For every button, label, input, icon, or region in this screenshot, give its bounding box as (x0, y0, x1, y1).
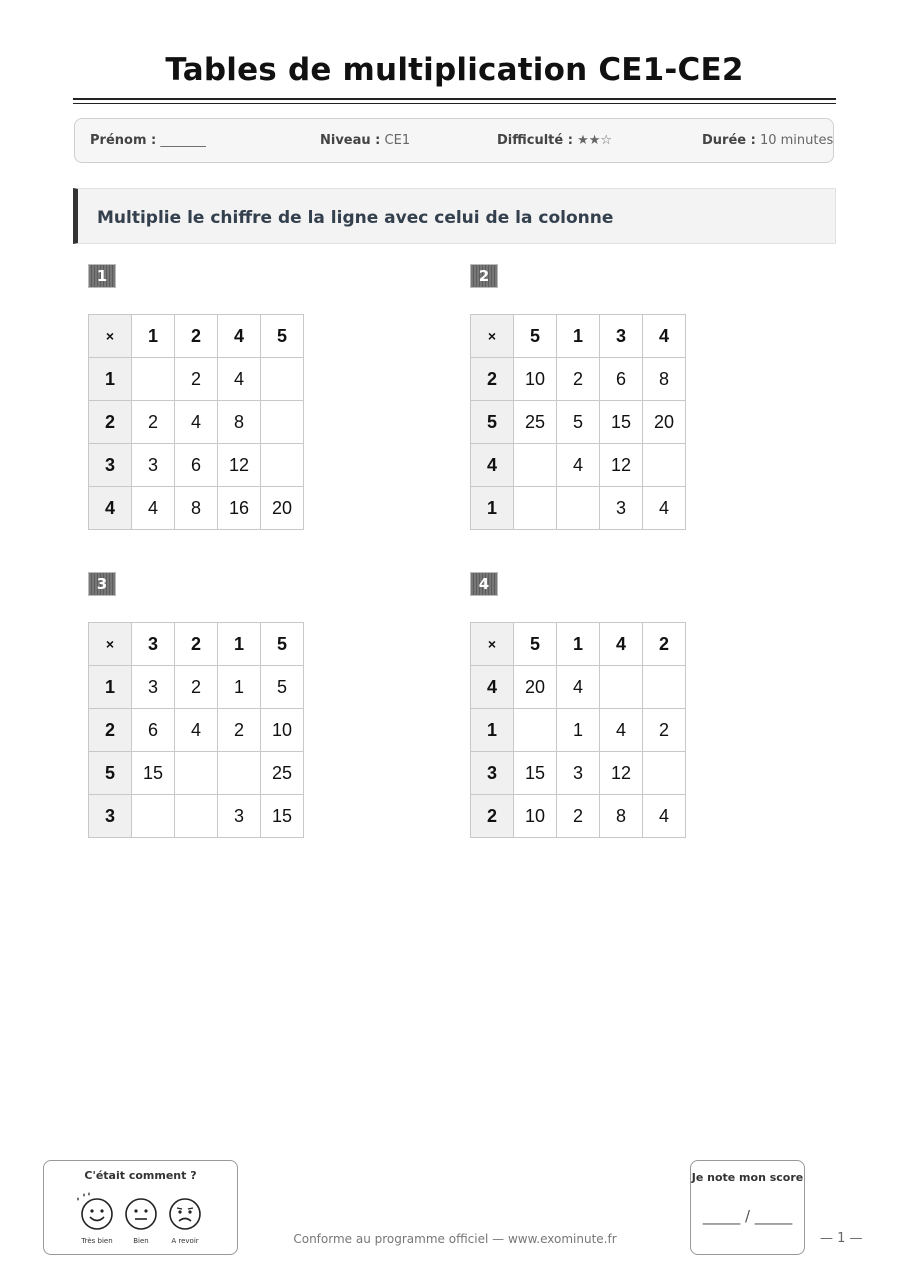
row-header-cell: 4 (471, 444, 514, 487)
answer-cell: 4 (643, 487, 686, 530)
answer-cell: 4 (175, 401, 218, 444)
feedback-title: C'était comment ? (84, 1169, 197, 1182)
exercise-number-badge: 3 (88, 572, 116, 596)
answer-cell: 4 (600, 709, 643, 752)
answer-cell: 4 (132, 487, 175, 530)
niveau-field (320, 133, 410, 148)
column-header-cell: 1 (557, 623, 600, 666)
table-row (89, 358, 304, 401)
table-row (471, 666, 686, 709)
column-header-cell: 4 (218, 315, 261, 358)
row-header-cell: 2 (471, 795, 514, 838)
row-header-cell: 2 (471, 358, 514, 401)
prenom-field[interactable] (90, 133, 206, 148)
table-row (89, 752, 304, 795)
table-row (471, 795, 686, 838)
table-row (89, 795, 304, 838)
multiplication-table-3 (88, 622, 304, 838)
answer-cell: 12 (218, 444, 261, 487)
niveau-value: CE1 (384, 133, 411, 148)
table-row (89, 401, 304, 444)
instruction-text: Multiplie le chiffre de la ligne avec celui de la colonne (97, 208, 614, 228)
table-row (471, 444, 686, 487)
table-row (471, 752, 686, 795)
table-corner-cell: × (471, 623, 514, 666)
difficulte-stars: ★★☆ (577, 133, 613, 148)
feedback-label-a-revoir: A revoir (171, 1237, 199, 1245)
row-header-cell: 2 (89, 709, 132, 752)
column-header-cell: 1 (132, 315, 175, 358)
column-header-cell: 3 (600, 315, 643, 358)
answer-cell: 2 (557, 358, 600, 401)
answer-cell: 6 (132, 709, 175, 752)
column-header-cell: 1 (557, 315, 600, 358)
answer-cell: 4 (557, 666, 600, 709)
multiplication-table-4 (470, 622, 686, 838)
exercise-number-badge: 4 (470, 572, 498, 596)
answer-cell-empty[interactable] (643, 666, 686, 709)
multiplication-table-1 (88, 314, 304, 530)
row-header-cell: 5 (89, 752, 132, 795)
answer-cell: 15 (132, 752, 175, 795)
answer-cell: 4 (643, 795, 686, 838)
feedback-box (43, 1160, 238, 1255)
answer-cell: 4 (557, 444, 600, 487)
answer-cell-empty[interactable] (175, 752, 218, 795)
multiplication-table-2 (470, 314, 686, 530)
row-header-cell: 5 (471, 401, 514, 444)
row-header-cell: 3 (89, 444, 132, 487)
answer-cell: 2 (557, 795, 600, 838)
answer-cell-empty[interactable] (132, 795, 175, 838)
column-header-cell: 1 (218, 623, 261, 666)
prenom-value: _______ (160, 133, 206, 148)
answer-cell: 2 (218, 709, 261, 752)
table-row (471, 401, 686, 444)
answer-cell-empty[interactable] (261, 444, 304, 487)
row-header-cell: 4 (471, 666, 514, 709)
table-header-row (89, 623, 304, 666)
column-header-cell: 2 (175, 623, 218, 666)
score-box (690, 1160, 805, 1255)
answer-cell: 8 (643, 358, 686, 401)
table-header-row (89, 315, 304, 358)
column-header-cell: 4 (643, 315, 686, 358)
answer-cell: 1 (557, 709, 600, 752)
answer-cell: 20 (514, 666, 557, 709)
answer-cell-empty[interactable] (557, 487, 600, 530)
answer-cell: 10 (514, 358, 557, 401)
difficulte-field (497, 133, 612, 148)
score-line[interactable]: _____ / _____ (702, 1207, 793, 1225)
answer-cell: 1 (218, 666, 261, 709)
page-title: Tables de multiplication CE1-CE2 (165, 52, 744, 88)
answer-cell-empty[interactable] (643, 444, 686, 487)
table-header-row (471, 623, 686, 666)
column-header-cell: 2 (175, 315, 218, 358)
column-header-cell: 2 (643, 623, 686, 666)
answer-cell: 8 (175, 487, 218, 530)
row-header-cell: 3 (471, 752, 514, 795)
difficulte-label: Difficulté : (497, 133, 573, 148)
prenom-label: Prénom : (90, 133, 157, 148)
answer-cell: 10 (261, 709, 304, 752)
table-row (89, 444, 304, 487)
answer-cell: 8 (218, 401, 261, 444)
answer-cell: 5 (261, 666, 304, 709)
instruction-box (73, 188, 836, 244)
feedback-label-bien: Bien (133, 1237, 149, 1245)
answer-cell: 6 (600, 358, 643, 401)
table-corner-cell: × (89, 623, 132, 666)
duree-label: Durée : (702, 133, 756, 148)
table-header-row (471, 315, 686, 358)
row-header-cell: 2 (89, 401, 132, 444)
answer-cell-empty[interactable] (514, 709, 557, 752)
answer-cell-empty[interactable] (643, 752, 686, 795)
column-header-cell: 3 (132, 623, 175, 666)
answer-cell: 8 (600, 795, 643, 838)
answer-cell-empty[interactable] (175, 795, 218, 838)
answer-cell: 6 (175, 444, 218, 487)
answer-cell: 3 (218, 795, 261, 838)
answer-cell-empty[interactable] (218, 752, 261, 795)
answer-cell: 4 (218, 358, 261, 401)
column-header-cell: 5 (261, 315, 304, 358)
exercise-number-badge: 2 (470, 264, 498, 288)
score-title: Je note mon score (691, 1171, 804, 1184)
table-row (471, 487, 686, 530)
row-header-cell: 1 (89, 666, 132, 709)
column-header-cell: 5 (514, 315, 557, 358)
duree-field (702, 133, 833, 148)
row-header-cell: 1 (471, 487, 514, 530)
answer-cell: 2 (175, 666, 218, 709)
row-header-cell: 3 (89, 795, 132, 838)
answer-cell-empty[interactable] (132, 358, 175, 401)
answer-cell: 2 (643, 709, 686, 752)
table-row (89, 709, 304, 752)
answer-cell: 3 (132, 444, 175, 487)
answer-cell-empty[interactable] (600, 666, 643, 709)
row-header-cell: 1 (471, 709, 514, 752)
table-row (89, 666, 304, 709)
answer-cell: 15 (514, 752, 557, 795)
column-header-cell: 4 (600, 623, 643, 666)
answer-cell: 5 (557, 401, 600, 444)
answer-cell: 4 (175, 709, 218, 752)
answer-cell-empty[interactable] (261, 401, 304, 444)
answer-cell: 3 (600, 487, 643, 530)
answer-cell: 20 (643, 401, 686, 444)
table-row (471, 358, 686, 401)
answer-cell: 3 (132, 666, 175, 709)
answer-cell: 15 (600, 401, 643, 444)
table-row (89, 487, 304, 530)
feedback-label-tres-bien: Très bien (81, 1237, 113, 1245)
title-rule-thin (73, 103, 836, 104)
title-rule-thick (73, 98, 836, 100)
answer-cell: 25 (514, 401, 557, 444)
info-bar (74, 118, 834, 163)
duree-value: 10 minutes (759, 133, 834, 148)
footer-text: Conforme au programme officiel — www.exominute.fr (293, 1232, 617, 1246)
niveau-label: Niveau : (320, 133, 381, 148)
answer-cell: 2 (132, 401, 175, 444)
sparkle-icon (74, 1191, 92, 1203)
neutral-face-icon[interactable] (124, 1197, 158, 1231)
answer-cell: 10 (514, 795, 557, 838)
answer-cell: 12 (600, 752, 643, 795)
answer-cell-empty[interactable] (514, 487, 557, 530)
column-header-cell: 5 (261, 623, 304, 666)
exercise-number-badge: 1 (88, 264, 116, 288)
answer-cell-empty[interactable] (514, 444, 557, 487)
table-corner-cell: × (89, 315, 132, 358)
answer-cell: 16 (218, 487, 261, 530)
answer-cell: 15 (261, 795, 304, 838)
answer-cell: 12 (600, 444, 643, 487)
table-row (471, 709, 686, 752)
row-header-cell: 1 (89, 358, 132, 401)
answer-cell: 20 (261, 487, 304, 530)
answer-cell: 3 (557, 752, 600, 795)
answer-cell-empty[interactable] (261, 358, 304, 401)
answer-cell: 2 (175, 358, 218, 401)
row-header-cell: 4 (89, 487, 132, 530)
sad-face-icon[interactable] (168, 1197, 202, 1231)
page-number: — 1 — (820, 1231, 863, 1246)
column-header-cell: 5 (514, 623, 557, 666)
table-corner-cell: × (471, 315, 514, 358)
answer-cell: 25 (261, 752, 304, 795)
